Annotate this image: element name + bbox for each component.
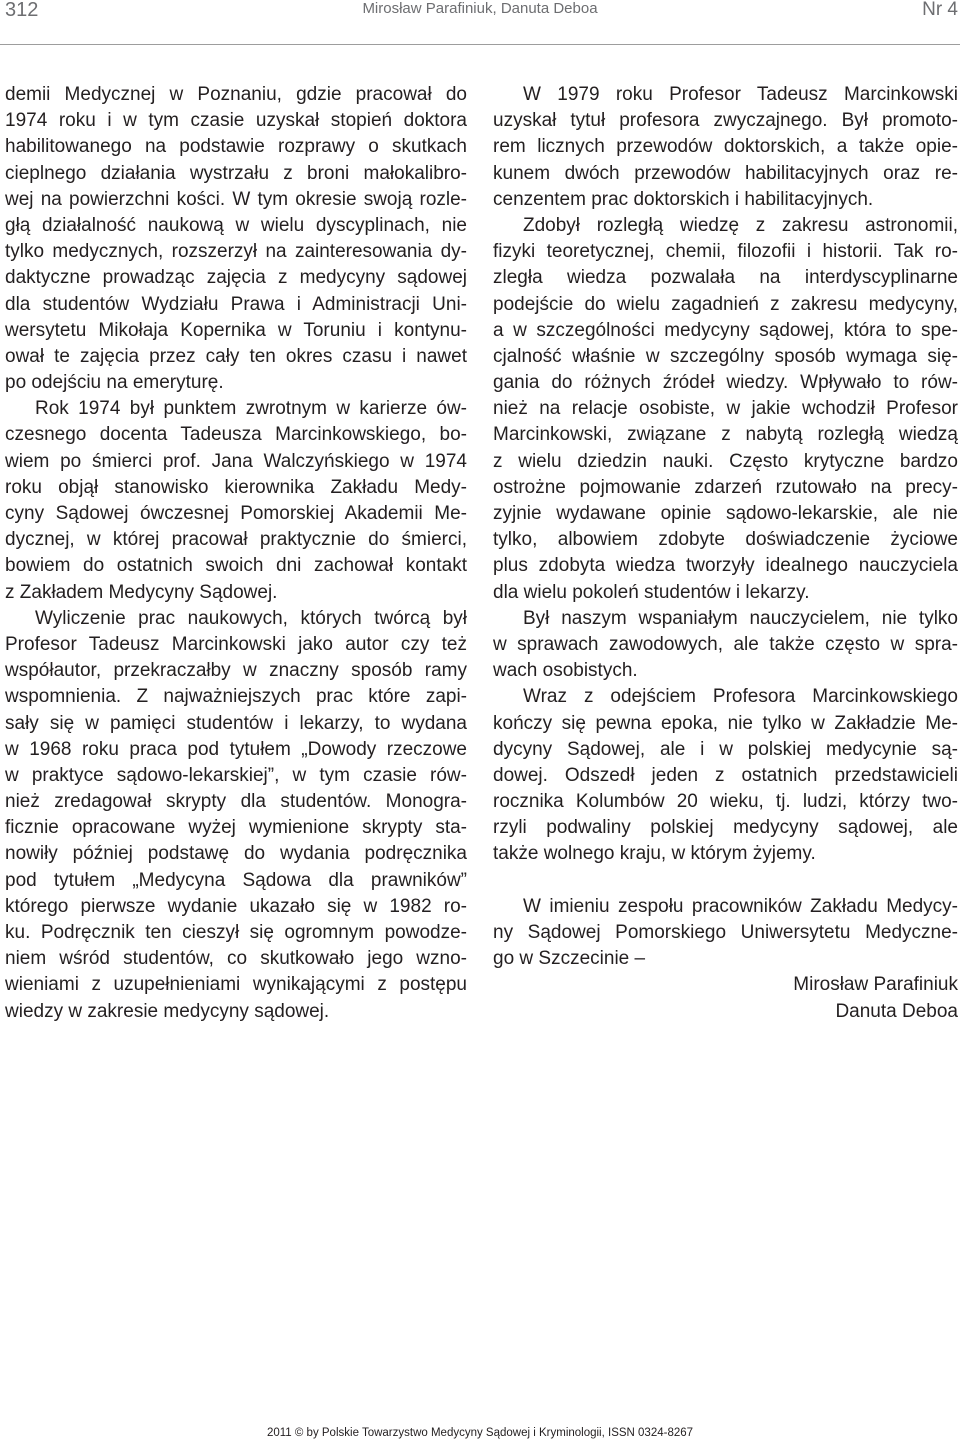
- text-line: cjalność właśnie w szczególny sposób wymaga się-: [493, 345, 958, 367]
- text-line: plus zdobyta wiedza tworzyły idealnego nauczyciela: [493, 555, 958, 577]
- text-line: z wielu dziedzin nauki. Często krytyczne bardzo: [493, 450, 958, 472]
- text-line: ował te zajęcia przez cały ten okres czasu i nawet: [5, 345, 467, 367]
- paragraph: [5, 396, 467, 606]
- text-line: Zdobył rozległą wiedzę z zakresu astronomii,: [523, 214, 958, 236]
- text-line: wspomnienia. Z najważniejszych prac które zapi-: [5, 686, 467, 708]
- text-line: ny Sądowej Pomorskiego Uniwersytetu Medyczne-: [493, 922, 958, 943]
- text-line: niem wśród studentów, co skutkowało jego wzno-: [5, 948, 467, 970]
- text-line: fizyki teoretycznej, chemii, filozofii i historii. Tak ro-: [493, 241, 958, 263]
- text-line: W 1979 roku Profesor Tadeusz Marcinkowski: [523, 84, 958, 105]
- text-line: czesnego docenta Tadeusza Marcinkowskiego, bo-: [5, 424, 467, 446]
- paragraph: [5, 82, 467, 396]
- text-line: ficznie opracowane wyżej wymienione skrypty sta-: [5, 817, 467, 839]
- text-line: wieniami z uzupełnieniami wynikającymi z postępu: [5, 974, 467, 996]
- text-line: cieplnego działania wystrzału z broni małokalibro-: [5, 162, 467, 184]
- text-line: rzyli podwaliny polskiej medycyny sądowej, ale: [493, 817, 958, 839]
- right-column: [493, 82, 958, 1025]
- issue-number: Nr 4: [922, 0, 958, 20]
- text-line: cenzentem prac doktorskich i habilitacyjnych.: [493, 188, 874, 210]
- author-signature: Mirosław Parafiniuk: [793, 974, 958, 996]
- text-line: Marcinkowski, związane z nabytą rozległą wiedzą: [493, 424, 958, 446]
- text-line: daktyczne prowadząc zajęcia z medycyny sądowej: [5, 267, 467, 289]
- author-signature: Danuta Deboa: [835, 1000, 958, 1022]
- text-line: bowiem do ostatnich swoich dni zachował kontakt: [5, 555, 467, 577]
- text-line: głą działalność naukową w wielu dyscyplinach, nie: [5, 214, 467, 236]
- text-line: kończy się pewna epoka, nie tylko w Zakładzie Me-: [493, 712, 958, 734]
- text-line: ku. Podręcznik ten cieszył się ogromnym powodze-: [5, 922, 467, 943]
- text-line: dla wielu pokoleń studentów i lekarzy.: [493, 581, 810, 603]
- text-line: tylko, albowiem zdobyte doświadczenie życiowe: [493, 529, 958, 551]
- text-line: habilitowanego na podstawie rozprawy o skutkach: [5, 136, 467, 158]
- text-line: go w Szczecinie –: [493, 948, 646, 970]
- paragraph: [493, 684, 958, 867]
- text-line: dycznej, w której pracował praktycznie do śmierci,: [5, 529, 467, 551]
- header-rule: [0, 44, 960, 45]
- text-line: dowej. Odszedł jeden z ostatnich przedstawicieli: [493, 764, 958, 786]
- text-line: ostrożne pojmowanie zdarzeń rzutowało na precy-: [493, 476, 958, 498]
- text-line: w 1968 roku praca pod tytułem „Dowody rzeczowe: [5, 738, 467, 760]
- text-line: Wyliczenie prac naukowych, których twórcą był: [35, 607, 467, 629]
- paragraph: [493, 606, 958, 685]
- text-line: Profesor Tadeusz Marcinkowski jako autor czy też: [5, 633, 467, 655]
- text-line: Wraz z odejściem Profesora Marcinkowskiego: [523, 686, 958, 708]
- paragraph: [5, 606, 467, 1025]
- text-line: zległa wiedza pozwalała na interdyscyplinarne: [493, 267, 958, 289]
- text-line: po odejściu na emeryturę.: [5, 372, 224, 394]
- text-line: rem licznych przewodów doktorskich, a także opie-: [493, 136, 958, 158]
- text-line: 1974 roku i w tym czasie uzyskał stopień doktora: [5, 110, 467, 132]
- text-line: wach osobistych.: [493, 660, 638, 682]
- text-line: w sprawach zawodowych, ale także często w spra-: [493, 633, 958, 655]
- text-line: Był naszym wspaniałym nauczycielem, nie tylko: [523, 607, 958, 629]
- paragraph: [493, 213, 958, 606]
- text-line: nież zredagował skrypty dla studentów. Monogra-: [5, 791, 467, 813]
- text-line: demii Medycznej w Poznaniu, gdzie pracował do: [5, 84, 467, 105]
- text-line: tylko medycznych, rozszerzył na zainteresowania dy-: [5, 241, 467, 263]
- text-line: uzyskał tytuł profesora zwyczajnego. Był promoto-: [493, 110, 958, 132]
- text-line: w praktyce sądowo-lekarskiej”, w tym czasie rów-: [5, 764, 467, 786]
- text-line: podejście do wielu zagadnień z zakresu medycyny,: [493, 293, 958, 315]
- text-line: kunem dwóch przewodów habilitacyjnych oraz re-: [493, 162, 958, 184]
- text-line: pod tytułem „Medycyna Sądowa dla prawników”: [5, 869, 467, 891]
- text-line: także wolnego kraju, w którym żyjemy.: [493, 843, 816, 865]
- text-line: a w szczególności medycyny sądowej, która to spe-: [493, 319, 958, 341]
- page-number: 312: [5, 0, 39, 21]
- text-line: dycyny Sądowej, ale i w polskiej medycynie są-: [493, 738, 958, 760]
- text-line: cyny Sądowej ówczesnej Pomorskiej Akademii Me-: [5, 503, 467, 524]
- text-line: wersytetu Mikołaja Kopernika w Toruniu i kontynu-: [5, 319, 467, 341]
- paragraph: [493, 82, 958, 213]
- text-line: Rok 1974 był punktem zwrotnym w karierze ów-: [35, 398, 467, 420]
- text-line: którego pierwsze wydanie ukazało się w 1982 ro-: [5, 895, 467, 917]
- text-line: dla studentów Wydziału Prawa i Administracji Uni-: [5, 293, 467, 315]
- closing-paragraph: [493, 894, 958, 973]
- text-line: nież na relacje osobiste, w jakie wchodził Profesor: [493, 398, 958, 420]
- text-line: wiem po śmierci prof. Jana Walczyńskiego w 1974: [5, 450, 467, 472]
- signature-block: [493, 972, 958, 1024]
- text-line: nowiły później podstawę do wydania podręcznika: [5, 843, 467, 865]
- text-line: wej na powierzchni kości. W tym okresie swoją rozle-: [5, 188, 467, 210]
- text-line: wiedzy w zakresie medycyny sądowej.: [5, 1000, 330, 1022]
- text-line: roku objął stanowisko kierownika Zakładu Medy-: [5, 476, 467, 498]
- text-line: rocznika Kolumbów 20 wieku, tj. ludzi, którzy two-: [493, 791, 958, 813]
- running-title: Mirosław Parafiniuk, Danuta Deboa: [362, 0, 598, 17]
- text-line: z Zakładem Medycyny Sądowej.: [5, 581, 278, 603]
- text-line: sały się w pamięci studentów i lekarzy, to wydana: [5, 712, 467, 734]
- left-column: [5, 82, 467, 1025]
- text-line: gania do różnych źródeł wiedzy. Wpływało to rów-: [493, 372, 958, 394]
- text-line: współautor, przekraczałby w znaczny sposób ramy: [5, 660, 467, 682]
- text-line: zyjnie wydawane opinie sądowo-lekarskie, ale nie: [493, 503, 958, 524]
- text-line: W imieniu zespołu pracowników Zakładu Medycy-: [523, 895, 958, 917]
- copyright-footer: 2011 © by Polskie Towarzystwo Medycyny Sądowej i Kryminologii, ISSN 0324-8267: [266, 1427, 694, 1439]
